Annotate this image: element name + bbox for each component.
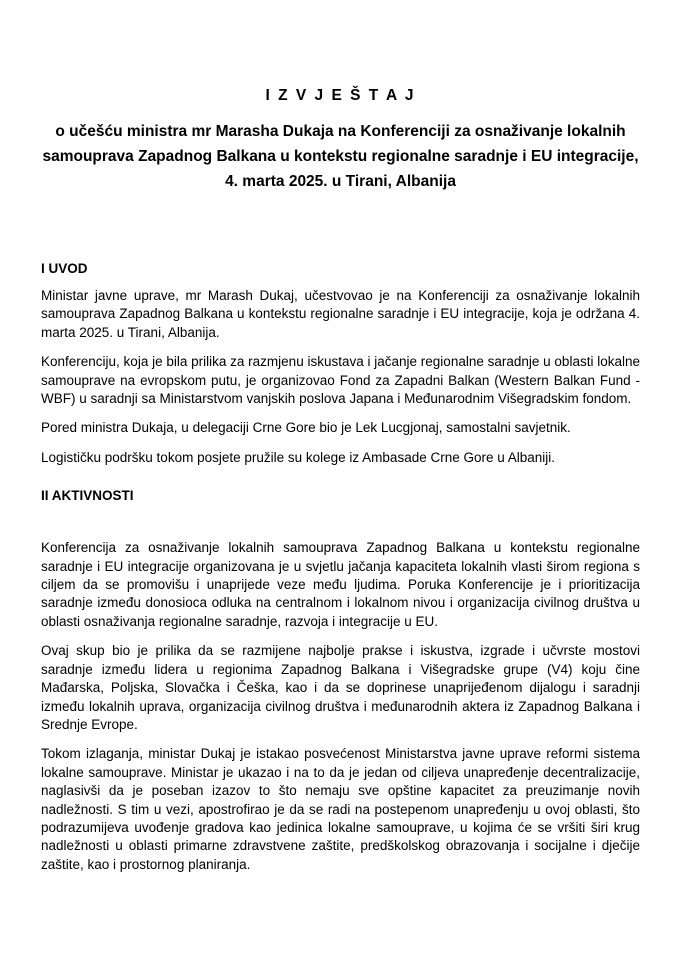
report-subtitle: o učešću ministra mr Marasha Dukaja na Konferenciji za osnaživanje lokalnih samouprava Zapadnog Balkana u kontekstu regionalne saradnje i EU integracije, 4. marta 2025. u Tirani, Albanija (42, 123, 639, 190)
paragraph-uvod-1: Ministar javne uprave, mr Marash Dukaj, učestvovao je na Konferenciji za osnaživanje lokalnih samouprava Zapadnog Balkana u kontekstu regionalne saradnje i EU integracije, koja je održana 4. marta 2025. u Tirani, Albanija. (41, 288, 640, 340)
section-heading-aktivnosti: II AKTIVNOSTI (41, 488, 134, 504)
paragraph-uvod-3: Pored ministra Dukaja, u delegaciji Crne Gore bio je Lek Lucgjonaj, samostalni savjetnik. (41, 420, 571, 436)
report-title: I Z V J E Š T A J (265, 87, 416, 104)
paragraph-uvod-2: Konferenciju, koja je bila prilika za razmjenu iskustava i jačanje regionalne saradnje u oblasti lokalne samouprave na evropskom putu, je organizovao Fond za Zapadni Balkan (Western Balkan Fund - WBF) u saradnji sa Ministarstvom vanjskih poslova Japana i Međunarodnim Višegradskim fondom. (41, 354, 640, 407)
section-uvod (41, 260, 640, 467)
paragraph-aktivnosti-1: Konferencija za osnaživanje lokalnih samouprava Zapadnog Balkana u kontekstu regionalne saradnje i EU integracije organizovana je u svjetlu jačanja kapaciteta lokalnih vlasti širom regiona s ciljem da se promovišu i unaprijede veze među ljudima. Poruka Konferencije je i prioritizacija saradnje između donosioca odluka na centralnom i lokalnom nivou i organizacija civilnog društva u oblasti osnaživanja regionalne saradnje, razvoja i integracije u EU. (41, 540, 640, 629)
paragraph-aktivnosti-2: Ovaj skup bio je prilika da se razmijene najbolje prakse i iskustva, izgrade i učvrste mostovi saradnje između lidera u regionima Zapadnog Balkana i Višegradske grupe (V4) koju čine Mađarska, Poljska, Slovačka i Češka, kao i da se doprinese unaprijeđenom dijalogu i saradnji između lokalnih uprava, organizacija civilnog društva i međunarodnih aktera iz Zapadnog Balkana i Srednje Evrope. (41, 643, 640, 732)
paragraph-aktivnosti-3: Tokom izlaganja, ministar Dukaj je istakao posvećenost Ministarstva javne uprave reformi sistema lokalne samouprave. Ministar je ukazao i na to da je jedan od ciljeva unapređenje decentralizacije, naglasivši da je poseban izazov to što nemaju sve opštine kapacitet za preuzimanje novih nadležnosti. S tim u vezi, apostrofirao je da se radi na postepenom unapređenju u ovoj oblasti, što podrazumijeva uvođenje gradova kao jedinica lokalne samouprave, u kojima će se vršiti širi krug nadležnosti u oblasti primarne zdravstvene zaštite, predškolskog obrazovanja i socijalne i dječije zaštite, kao i prostornog planiranja. (41, 746, 640, 872)
section-heading-uvod: I UVOD (41, 261, 88, 276)
paragraph-uvod-4: Logističku podršku tokom posjete pružile su kolege iz Ambasade Crne Gore u Albaniji. (41, 449, 556, 465)
section-aktivnosti (41, 487, 640, 874)
